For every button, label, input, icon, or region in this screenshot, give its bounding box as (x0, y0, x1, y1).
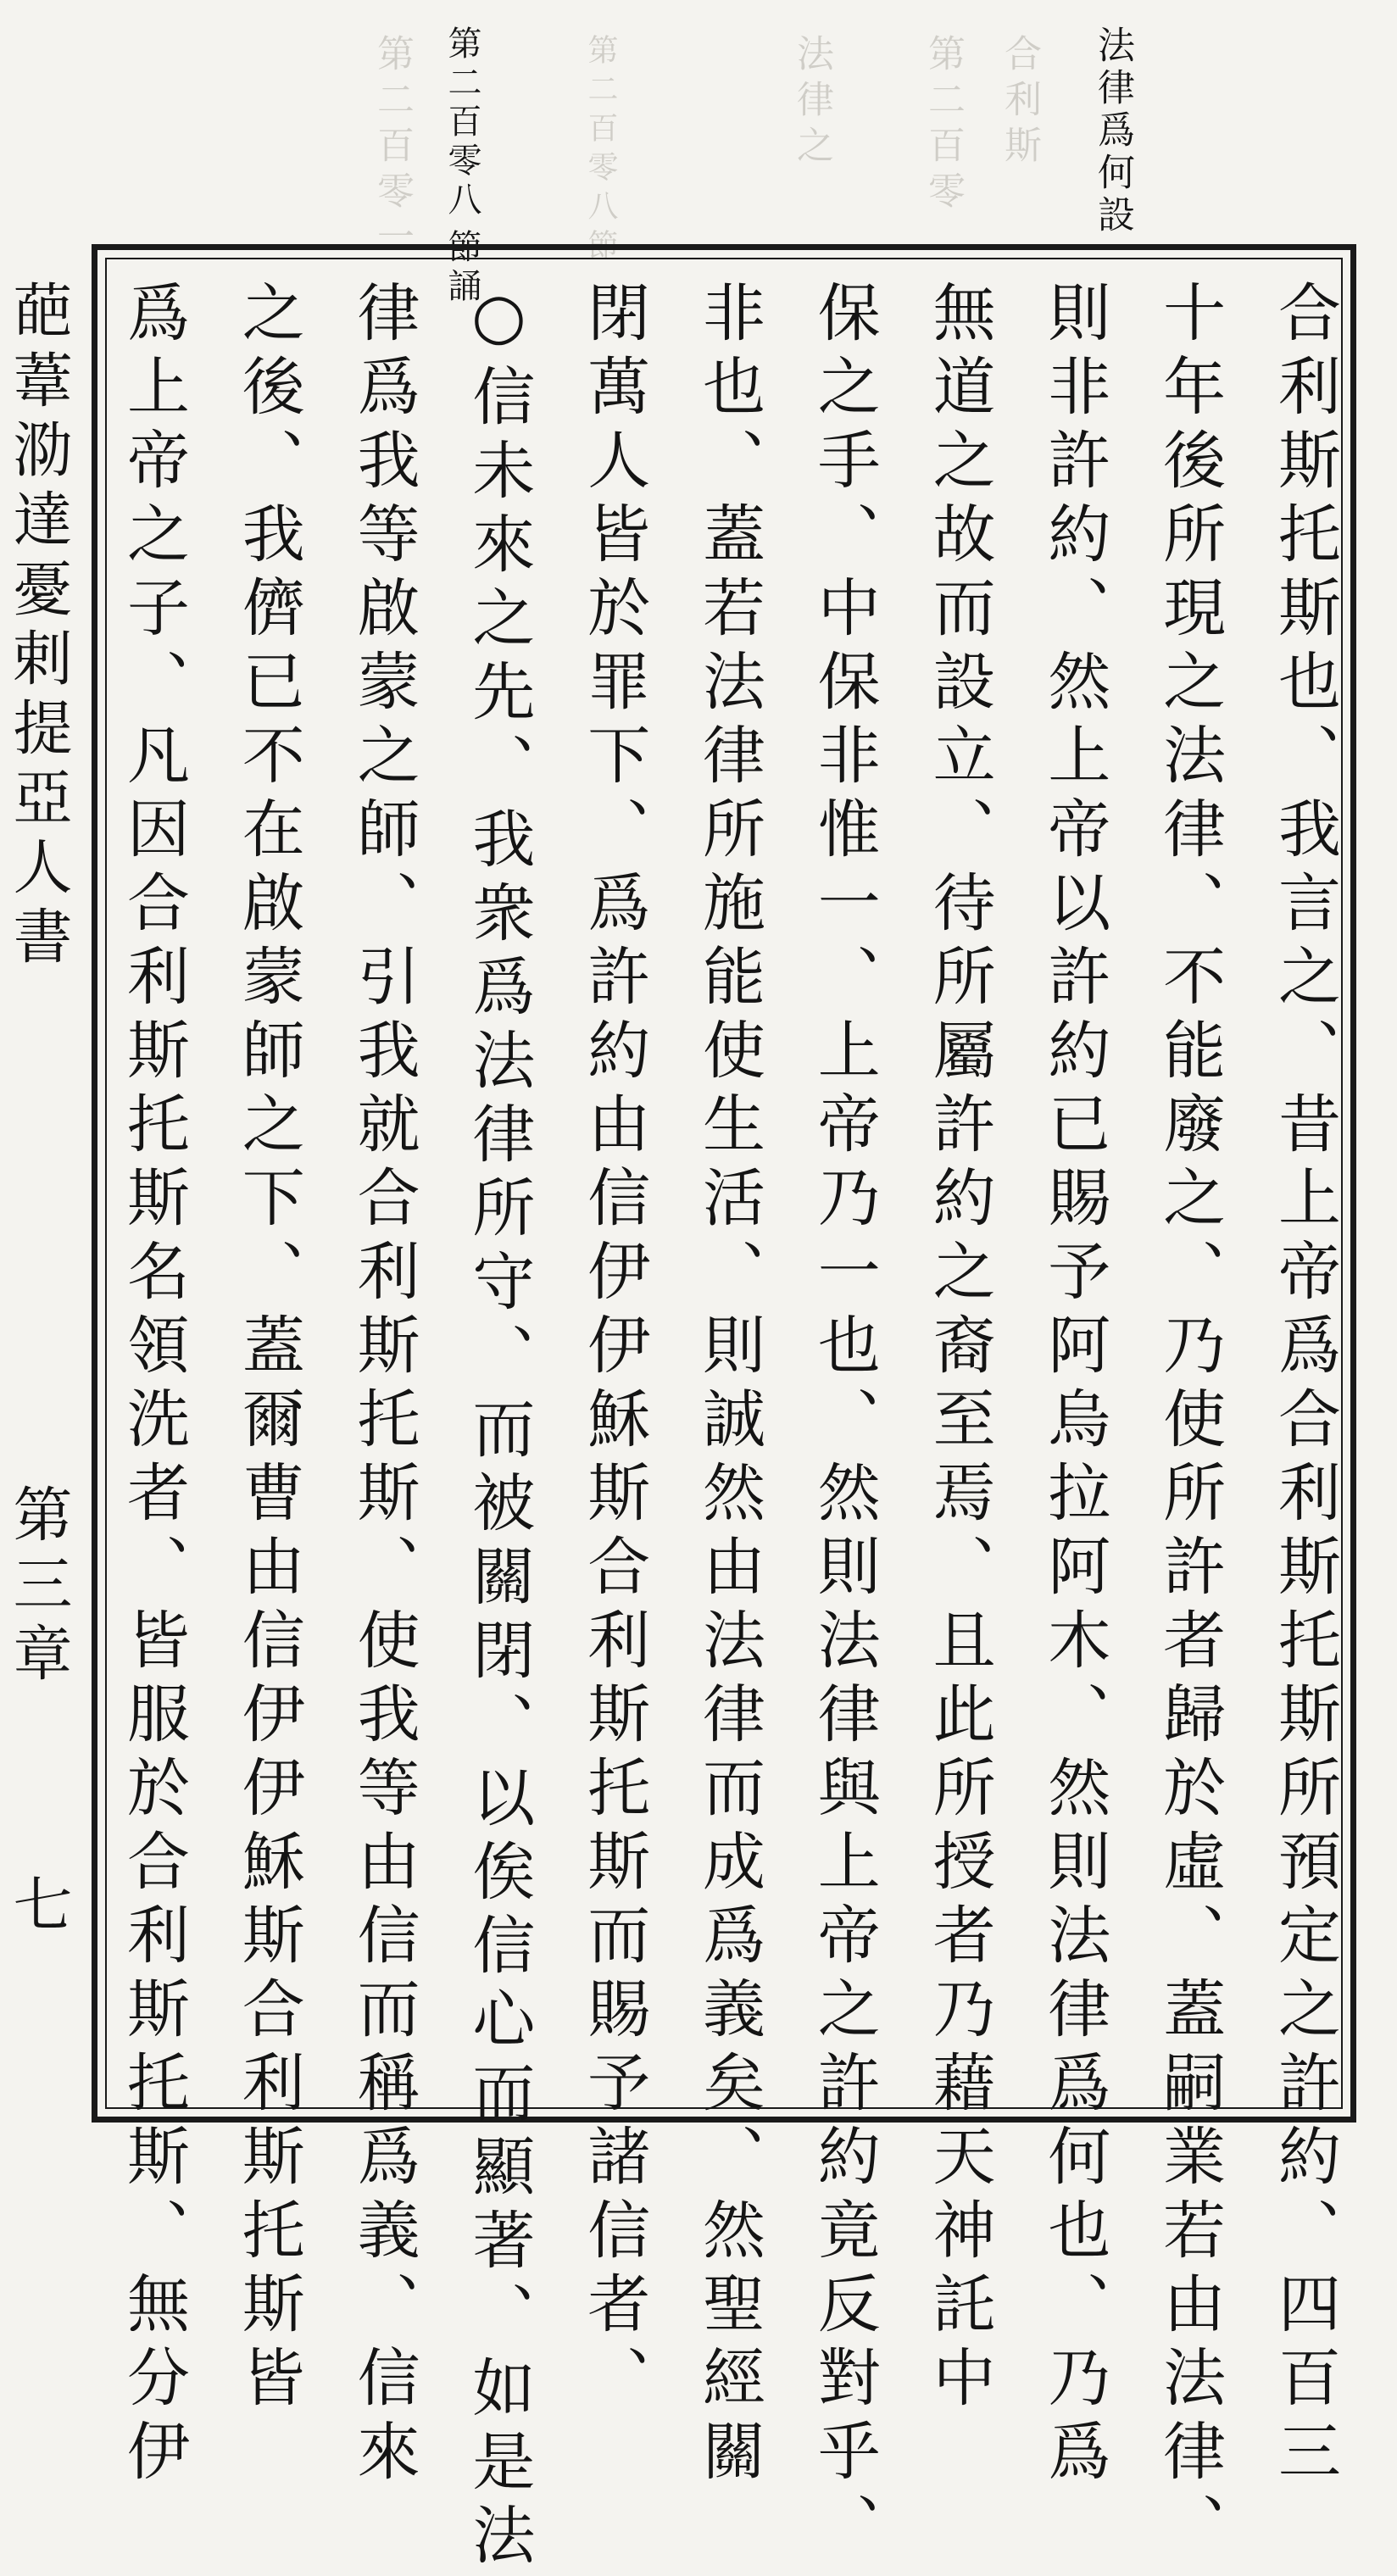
text-column: 爲上帝之子、凡因合利斯托斯名領洗者、皆服於合利斯托斯、無分伊 (117, 280, 190, 2492)
bleed-through-text: 法律之 (790, 34, 833, 171)
bleed-through-text: 第二百零八節 (583, 34, 618, 268)
body-text (117, 280, 1341, 2576)
margin-heading: 法律爲何設 (1091, 25, 1134, 237)
bleed-through-text: 第二百零一 (370, 34, 414, 263)
text-column: 律爲我等啟蒙之師、引我就合利斯托斯、使我等由信而稱爲義、信來 (347, 280, 420, 2492)
text-column: 之後、我儕已不在啟蒙師之下、蓋爾曹由信伊伊穌斯合利斯托斯皆 (231, 280, 305, 2418)
text-column: 合利斯托斯也、我言之、昔上帝爲合利斯托斯所預定之許約、四百三 (1267, 280, 1341, 2492)
text-column: 則非許約、然上帝以許約已賜予阿烏拉阿木、然則法律爲何也、乃爲 (1038, 280, 1111, 2492)
text-column: 十年後所現之法律、不能廢之、乃使所許者歸於虛、蓋嗣業若由法律、 (1153, 280, 1227, 2566)
verse-note-line: 第二百零八 (442, 25, 481, 220)
book-title: 葩葦泐達憂剌提亞人書 (3, 280, 73, 975)
verse-note-line: 節誦 (442, 229, 481, 307)
text-column: 閉萬人皆於罪下、爲許約由信伊伊穌斯合利斯托斯而賜予諸信者、 (577, 280, 651, 2418)
running-head (3, 280, 85, 2102)
bleed-through-text: 合利斯 (998, 34, 1041, 171)
bleed-through-text: 第二百零 (921, 34, 965, 217)
chapter-label: 第三章 (3, 1483, 73, 1692)
text-column: 無道之故而設立、待所屬許約之裔至焉、且此所授者乃藉天神託中 (922, 280, 996, 2418)
text-column: 保之手、中保非惟一、上帝乃一也、然則法律與上帝之許約竟反對乎、 (807, 280, 881, 2566)
page-number: 七 (3, 1873, 73, 1933)
text-column: 非也、蓋若法律所施能使生活、則誠然由法律而成爲義矣、然聖經關 (692, 280, 765, 2492)
text-column: ○信未來之先、我衆爲法律所守、而被關閉、以俟信心而顯著、如是法 (462, 280, 536, 2576)
